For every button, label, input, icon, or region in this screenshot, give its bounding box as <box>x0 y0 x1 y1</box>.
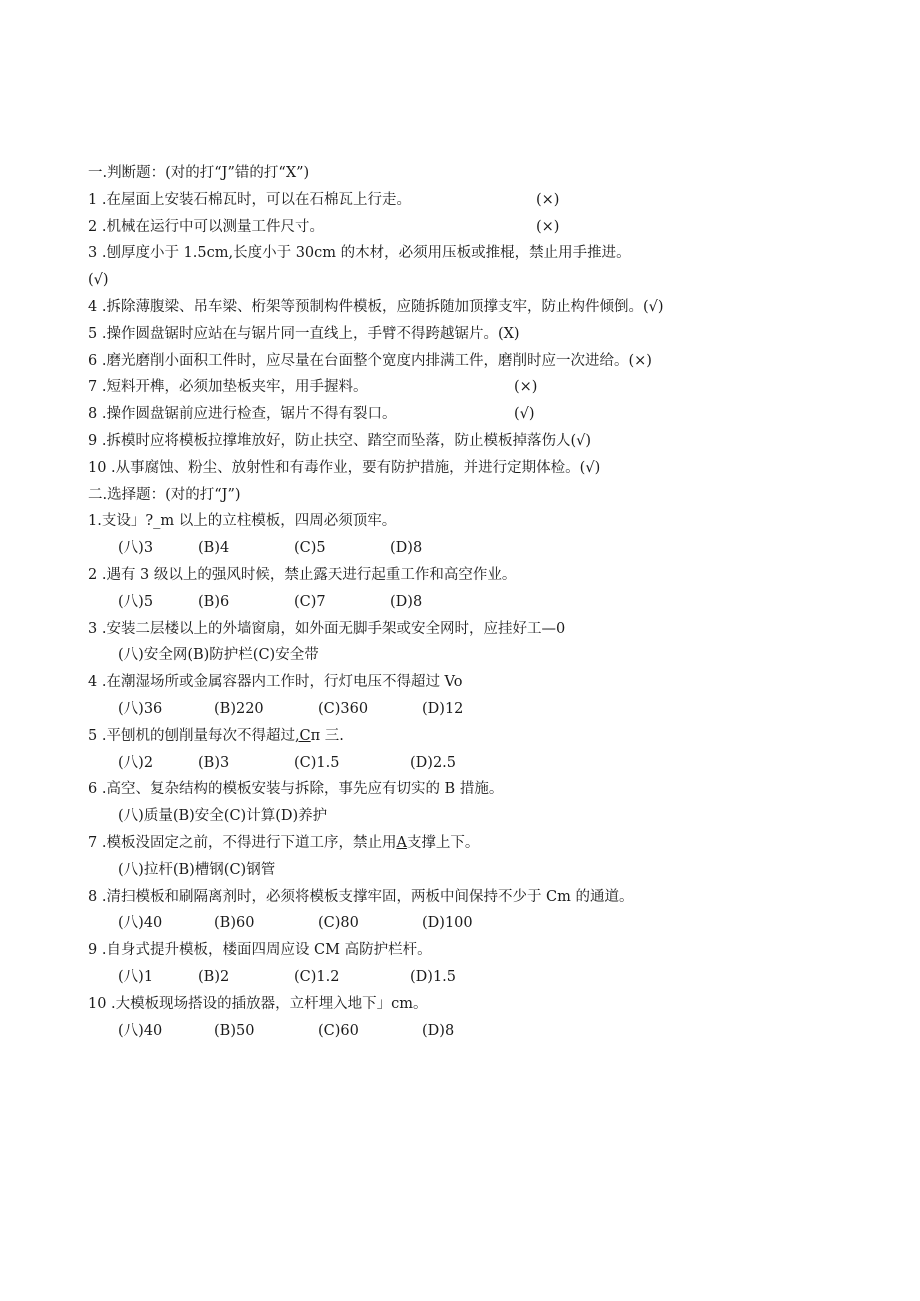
option-b: (B)220 <box>214 700 264 717</box>
judge-item-text: 8 .操作圆盘锯前应进行检查，锯片不得有裂口。 <box>88 406 397 423</box>
option-a: (八)5 <box>118 593 154 610</box>
choice-question-9: 9 .自身式提升模板，楼面四周应设 CM 高防护栏杆。 <box>88 942 432 959</box>
judge-item-3-answer <box>88 267 828 294</box>
judge-item-answer: (√) <box>514 406 535 423</box>
option-a: (八)1 <box>118 968 154 985</box>
judge-item-1 <box>88 187 828 214</box>
judge-item-8 <box>88 401 828 428</box>
option-b: (B)2 <box>198 968 230 985</box>
choice-options-3 <box>88 642 828 669</box>
question-answer-blank: ,C <box>294 727 311 744</box>
section1-heading: 一.判断题：(对的打“J”错的打“X”) <box>88 165 310 181</box>
option-c: (C)7 <box>294 593 326 610</box>
option-d: (D)8 <box>390 540 423 557</box>
judge-item-text: 5 .操作圆盘锯时应站在与锯片同一直线上，手臂不得跨越锯片。(X) <box>88 325 520 342</box>
option-c: (C)1.5 <box>294 754 340 771</box>
option-b: (B)6 <box>198 593 230 610</box>
choice-question-10: 10 .大模板现场搭设的插放器，立杆埋入地下」cm。 <box>88 995 428 1012</box>
judge-item-text: 1 .在屋面上安装石棉瓦时，可以在石棉瓦上行走。 <box>88 191 411 208</box>
judge-item-7 <box>88 374 828 401</box>
choice-options-4 <box>88 696 828 723</box>
choice-options-8 <box>88 910 828 937</box>
judge-item-answer: (×) <box>536 218 560 235</box>
choice-options-1 <box>88 535 828 562</box>
option-d: (D)8 <box>422 1022 455 1039</box>
judge-item-text: 4 .拆除薄腹梁、吊车梁、桁架等预制构件模板，应随拆随加顶撑支牢，防止构件倾倒。(√) <box>88 298 664 315</box>
section2-heading: 二.选择题：(对的打“J”) <box>88 486 241 503</box>
choice-options-6 <box>88 803 828 830</box>
judge-item-2 <box>88 214 828 241</box>
option-b: (B)50 <box>214 1022 255 1039</box>
option-a: (八)3 <box>118 540 154 557</box>
option-c: (C)360 <box>318 700 369 717</box>
choice-question-4: 4 .在潮湿场所或金属容器内工作时，行灯电压不得超过 Vo <box>88 674 463 691</box>
choice-question-1: 1.支设」?_m 以上的立柱模板，四周必须顶牢。 <box>88 513 397 530</box>
option-d: (D)2.5 <box>410 754 456 771</box>
judge-item-text: 10 .从事腐蚀、粉尘、放射性和有毒作业，要有防护措施，并进行定期体检。(√) <box>88 459 601 476</box>
question-text-pre: 7 .模板没固定之前，不得进行下道工序，禁止用 <box>88 834 397 851</box>
option-c: (C)60 <box>318 1022 359 1039</box>
choice-options-9 <box>88 964 828 991</box>
judge-item-text: 3 .刨厚度小于 1.5cm,长度小于 30cm 的木材，必须用压板或推棍，禁止用手推进。 <box>88 245 631 262</box>
choice-options-5 <box>88 750 828 777</box>
option-c: (C)1.2 <box>294 968 340 985</box>
choice-question-8: 8 .清扫模板和刷隔离剂时，必须将模板支撑牢固，两板中间保持不少于 Cm 的通道。 <box>88 888 634 905</box>
question-text-post: π 三. <box>310 727 344 744</box>
option-b: (B)60 <box>214 915 255 932</box>
judge-item-4 <box>88 294 828 321</box>
option-d: (D)8 <box>390 593 423 610</box>
judge-item-text: 7 .短料开榫，必须加垫板夹牢，用手握料。 <box>88 379 368 396</box>
option-d: (D)12 <box>422 700 464 717</box>
judge-item-6 <box>88 348 828 375</box>
judge-item-5 <box>88 321 828 348</box>
judge-item-answer: (×) <box>536 191 560 208</box>
question-answer-blank: A <box>396 834 407 851</box>
option-d: (D)100 <box>422 915 473 932</box>
option-c: (C)5 <box>294 540 326 557</box>
option-list: (八)质量(B)安全(C)计算(D)养护 <box>118 808 328 825</box>
option-b: (B)3 <box>198 754 230 771</box>
judge-item-text: (√) <box>88 272 109 289</box>
option-list: (八)拉杆(B)槽钢(C)钢管 <box>118 861 276 878</box>
question-text-post: 支撑上下。 <box>406 834 480 851</box>
choice-options-7 <box>88 857 828 884</box>
option-c: (C)80 <box>318 915 359 932</box>
option-list: (八)安全网(B)防护栏(C)安全带 <box>118 647 319 664</box>
option-d: (D)1.5 <box>410 968 456 985</box>
choice-options-10 <box>88 1018 828 1045</box>
choice-question-2: 2 .遇有 3 级以上的强风时候，禁止露天进行起重工作和高空作业。 <box>88 566 517 583</box>
option-a: (八)40 <box>118 1022 163 1039</box>
judge-item-text: 2 .机械在运行中可以测量工件尺寸。 <box>88 218 324 235</box>
choice-question-7 <box>88 830 828 857</box>
judge-item-9 <box>88 428 828 455</box>
option-b: (B)4 <box>198 540 230 557</box>
judge-item-text: 6 .磨光磨削小面积工件时，应尽量在台面整个宽度内排满工件，磨削时应一次进给。(×) <box>88 352 652 369</box>
choice-question-3: 3 .安装二层楼以上的外墙窗扇，如外面无脚手架或安全网时，应挂好工—0 <box>88 620 566 637</box>
option-a: (八)36 <box>118 700 163 717</box>
document-content <box>88 160 828 1044</box>
choice-question-5 <box>88 723 828 750</box>
judge-item-text: 9 .拆模时应将模板拉撑堆放好，防止扶空、踏空而坠落，防止模板掉落伤人(√) <box>88 432 591 449</box>
judge-item-answer: (×) <box>514 379 538 396</box>
choice-question-6: 6 .高空、复杂结构的模板安装与拆除，事先应有切实的 B 措施。 <box>88 781 504 798</box>
judge-item-3 <box>88 240 828 267</box>
option-a: (八)2 <box>118 754 154 771</box>
choice-options-2 <box>88 589 828 616</box>
judge-item-10 <box>88 455 828 482</box>
question-text-pre: 5 .平刨机的刨削量每次不得超过 <box>88 727 295 744</box>
option-a: (八)40 <box>118 915 163 932</box>
